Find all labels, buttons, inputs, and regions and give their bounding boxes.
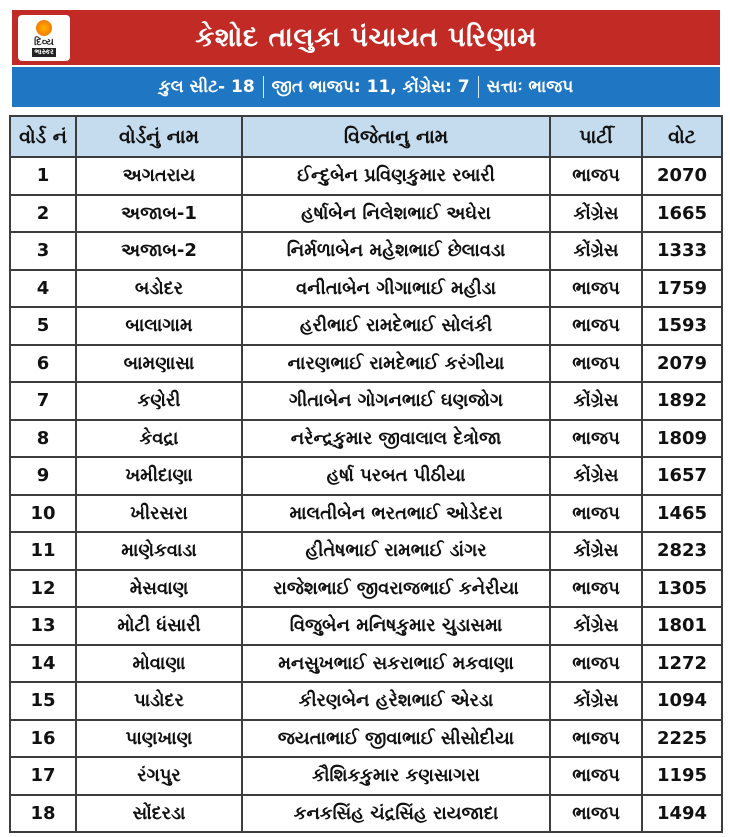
page-title: કેશોદ તાલુકા પંચાયત પરિણામ	[195, 21, 537, 53]
cell-votes: 1593	[642, 307, 722, 345]
cell-votes: 1195	[642, 757, 722, 795]
cell-ward-name: બડોદર	[76, 270, 242, 308]
cell-ward-name: બાલાગામ	[76, 307, 242, 345]
total-seats: કુલ સીટ- 18	[158, 77, 255, 97]
cell-votes: 1801	[642, 607, 722, 645]
cell-ward-no: 15	[10, 682, 76, 720]
cell-ward-name: કેવદ્રા	[76, 420, 242, 458]
cell-votes: 1809	[642, 420, 722, 458]
cell-votes: 1494	[642, 795, 722, 833]
cell-votes: 2070	[642, 157, 722, 195]
cell-party: ભાજપ	[550, 495, 642, 533]
table-row	[10, 457, 722, 495]
cell-votes: 1665	[642, 195, 722, 233]
table-header-row	[10, 116, 722, 157]
cell-party: કોંગ્રેસ	[550, 532, 642, 570]
cell-winner-name: જયતાભાઈ જીવાભાઈ સીસોદીયા	[242, 720, 550, 758]
cell-ward-name: અગતરાય	[76, 157, 242, 195]
cell-ward-name: મોટી ધંસારી	[76, 607, 242, 645]
cell-winner-name: નિર્મળાબેન મહેશભાઈ છેલાવડા	[242, 232, 550, 270]
cell-winner-name: હરીભાઈ રામદેભાઈ સોલંકી	[242, 307, 550, 345]
cell-ward-name: માણેકવાડા	[76, 532, 242, 570]
cell-ward-no: 12	[10, 570, 76, 608]
table-row	[10, 195, 722, 233]
table-row	[10, 757, 722, 795]
cell-party: ભાજપ	[550, 645, 642, 683]
table-row	[10, 682, 722, 720]
cell-ward-no: 6	[10, 345, 76, 383]
ruling-party: સત્તાઃ ભાજપ	[486, 77, 574, 97]
cell-party: કોંગ્રેસ	[550, 682, 642, 720]
cell-ward-no: 7	[10, 382, 76, 420]
cell-winner-name: વનીતાબેન ગીગાભાઈ મહીડા	[242, 270, 550, 308]
cell-votes: 1657	[642, 457, 722, 495]
cell-winner-name: કૌશિકકુમાર કણસાગરા	[242, 757, 550, 795]
cell-party: ભાજપ	[550, 757, 642, 795]
results-table	[9, 115, 723, 833]
table-row	[10, 570, 722, 608]
col-header-ward-name: વોર્ડનું નામ	[76, 116, 242, 157]
cell-ward-name: પાડોદર	[76, 682, 242, 720]
col-header-winner-name: વિજેતાનુ નામ	[242, 116, 550, 157]
cell-votes: 1272	[642, 645, 722, 683]
table-row	[10, 307, 722, 345]
table-row	[10, 795, 722, 833]
cell-winner-name: હર્ષાબેન નિલેશભાઈ અઘેરા	[242, 195, 550, 233]
cell-ward-name: મોવાણા	[76, 645, 242, 683]
cell-votes: 2079	[642, 345, 722, 383]
cell-ward-no: 8	[10, 420, 76, 458]
cell-ward-name: અજાબ-1	[76, 195, 242, 233]
cell-party: ભાજપ	[550, 157, 642, 195]
cell-party: કોંગ્રેસ	[550, 232, 642, 270]
cell-party: કોંગ્રેસ	[550, 457, 642, 495]
logo-text-bottom: ભાસ્કર	[34, 47, 54, 56]
cell-ward-name: પાણખાણ	[76, 720, 242, 758]
cell-votes: 1305	[642, 570, 722, 608]
cell-party: ભાજપ	[550, 570, 642, 608]
table-row	[10, 720, 722, 758]
cell-ward-no: 2	[10, 195, 76, 233]
cell-winner-name: વિજુબેન મનિષકુમાર ચુડાસમા	[242, 607, 550, 645]
summary-bar	[12, 67, 720, 107]
col-header-votes: વોટ	[642, 116, 722, 157]
cell-ward-no: 9	[10, 457, 76, 495]
cell-ward-no: 11	[10, 532, 76, 570]
cell-ward-name: રંગપુર	[76, 757, 242, 795]
table-row	[10, 420, 722, 458]
cell-votes: 1465	[642, 495, 722, 533]
divider	[478, 76, 479, 98]
cell-votes: 2225	[642, 720, 722, 758]
cell-ward-no: 17	[10, 757, 76, 795]
cell-winner-name: માલતીબેન ભરતભાઈ ઓડેદરા	[242, 495, 550, 533]
logo-text-top: દિવ્ય	[34, 36, 54, 48]
cell-ward-name: ખીરસરા	[76, 495, 242, 533]
cell-party: કોંગ્રેસ	[550, 382, 642, 420]
cell-winner-name: કીરણબેન હરેશભાઈ એરડા	[242, 682, 550, 720]
table-row	[10, 532, 722, 570]
sun-icon	[36, 20, 52, 36]
cell-ward-no: 1	[10, 157, 76, 195]
table-row	[10, 157, 722, 195]
cell-winner-name: ઈન્દુબેન પ્રવિણકુમાર રબારી	[242, 157, 550, 195]
cell-party: ભાજપ	[550, 795, 642, 833]
cell-ward-name: અજાબ-2	[76, 232, 242, 270]
cell-party: ભાજપ	[550, 420, 642, 458]
cell-votes: 1759	[642, 270, 722, 308]
cell-party: ભાજપ	[550, 345, 642, 383]
cell-votes: 1094	[642, 682, 722, 720]
seats-won: જીત ભાજપ: 11, કોંગ્રેસ: 7	[271, 77, 470, 97]
table-row	[10, 382, 722, 420]
cell-ward-no: 13	[10, 607, 76, 645]
cell-ward-name: બામણાસા	[76, 345, 242, 383]
cell-winner-name: કનકસિંહ ચંદ્રસિંહ રાયજાદા	[242, 795, 550, 833]
cell-ward-no: 14	[10, 645, 76, 683]
table-row	[10, 607, 722, 645]
cell-votes: 1892	[642, 382, 722, 420]
cell-winner-name: નારણભાઈ રામદેભાઈ કરંગીયા	[242, 345, 550, 383]
cell-party: કોંગ્રેસ	[550, 195, 642, 233]
table-row	[10, 232, 722, 270]
divider	[263, 76, 264, 98]
cell-ward-no: 3	[10, 232, 76, 270]
cell-ward-name: મેસવાણ	[76, 570, 242, 608]
table-row	[10, 495, 722, 533]
cell-party: કોંગ્રેસ	[550, 607, 642, 645]
cell-ward-name: સોંદરડા	[76, 795, 242, 833]
col-header-ward-no: વોર્ડ નં	[10, 116, 76, 157]
title-banner	[12, 10, 720, 65]
cell-votes: 2823	[642, 532, 722, 570]
cell-ward-name: કણેરી	[76, 382, 242, 420]
cell-votes: 1333	[642, 232, 722, 270]
cell-winner-name: નરેન્દ્રકુમાર જીવાલાલ દેત્રોજા	[242, 420, 550, 458]
cell-winner-name: મનસુખભાઈ સકરાભાઈ મકવાણા	[242, 645, 550, 683]
cell-ward-name: ખમીદાણા	[76, 457, 242, 495]
cell-party: ભાજપ	[550, 720, 642, 758]
cell-ward-no: 18	[10, 795, 76, 833]
cell-winner-name: ગીતાબેન ગોગનભાઈ ઘણજોગ	[242, 382, 550, 420]
cell-party: ભાજપ	[550, 307, 642, 345]
divya-bhaskar-logo	[18, 15, 70, 61]
cell-ward-no: 5	[10, 307, 76, 345]
cell-ward-no: 16	[10, 720, 76, 758]
table-row	[10, 345, 722, 383]
cell-winner-name: રાજેશભાઈ જીવરાજભાઈ કનેરીયા	[242, 570, 550, 608]
col-header-party: પાર્ટી	[550, 116, 642, 157]
table-row	[10, 270, 722, 308]
cell-winner-name: હર્ષા પરબત પીઠીયા	[242, 457, 550, 495]
cell-ward-no: 4	[10, 270, 76, 308]
cell-winner-name: હીતેષભાઈ રામભાઈ ડાંગર	[242, 532, 550, 570]
cell-ward-no: 10	[10, 495, 76, 533]
cell-party: ભાજપ	[550, 270, 642, 308]
table-row	[10, 645, 722, 683]
